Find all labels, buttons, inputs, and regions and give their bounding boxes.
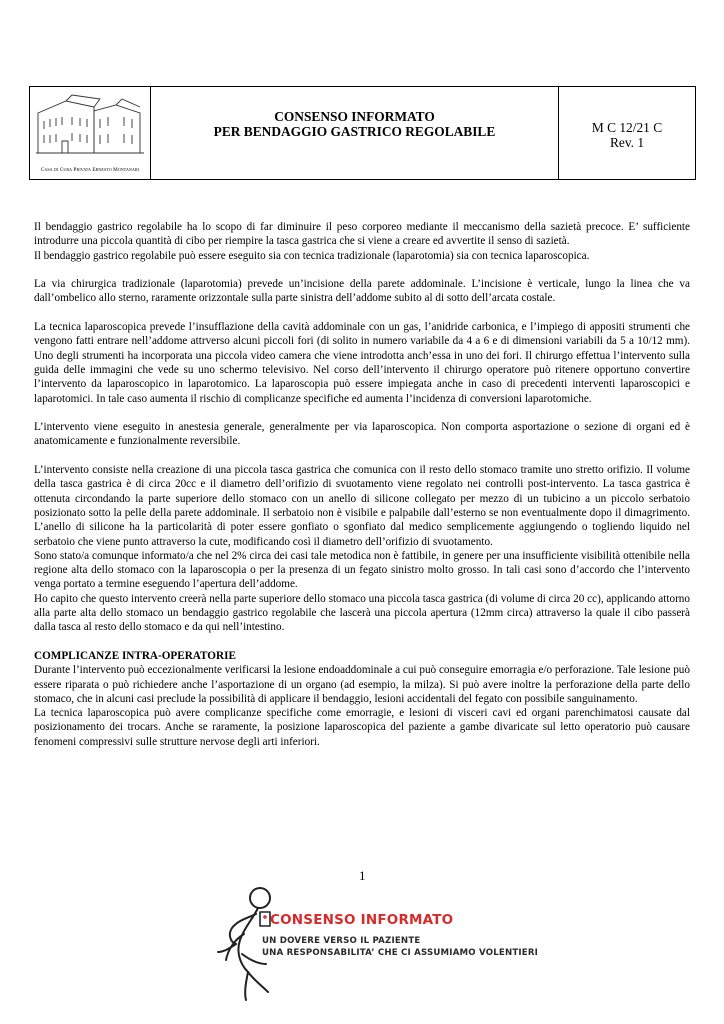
paragraph-procedure: L’intervento consiste nella creazione di una piccola tasca gastrica che comunica con il resto dello stomaco tramite uno stretto orifizio. Il volume della tasca gastrica è di circa 20cc e il diametro dell’orifizio di svuotamento viene regolato nei controlli post-intervento. La tasca gastrica è ottenuta circondando la parte superiore dello stomaco con un anello di silicone collegato per mezzo di un tubicino a un piccolo serbatoio posizionato sotto la pelle della parete addominale. Il serbatoio non è visibile e palpabile dall’esterno se non eventualmente dopo il dimagrimento. L’anello di silicone ha la particolarità di poter essere gonfiato o sgonfiato dal medico semplicemente aggiungendo o togliendo liquido nel serbatoio che viene punto attraverso la cute, modificando così il diametro dell’orifizio di svuotamento. — [34, 464, 690, 548]
paragraph-anesthesia: L’intervento viene eseguito in anestesia generale, generalmente per via laparoscopica. Non comporta asportazione o sezione di organi ed è anatomicamente e funzionalmente reversibile. — [34, 421, 690, 448]
doc-code: M C 12/21 C — [591, 120, 663, 135]
paragraph-laparoscopic-complications: La tecnica laparoscopica può avere complicanze specifiche come emorragie, e lesioni di visceri cavi ed organi parenchimatosi causate dal posizionamento dei trocars. Anche se raramente, la posizione laparoscopica del paziente a gambe divaricate sul letto operatorio può causare fenomeni compressivi sulle strutture nervose degli arti inferiori. — [34, 707, 690, 748]
paragraph-understanding: Ho capito che questo intervento creerà nella parte superiore dello stomaco una piccola tasca gastrica (di volume di circa 20 cc), applicando attorno alla parte alta dello stomaco un bendaggio gastrico regolabile che lascerà una piccola apertura (12mm circa) attraverso la quale il cibo passerà dalla tasca al resto dello stomaco e da qui nell’intestino. — [34, 592, 690, 634]
doc-revision: Rev. 1 — [609, 135, 645, 150]
title-line-2: PER BENDAGGIO GASTRICO REGOLABILE — [213, 124, 496, 139]
document-title — [151, 87, 559, 179]
document-code — [559, 87, 695, 179]
footer-slogan-line-1: UN DOVERE VERSO IL PAZIENTE — [262, 936, 421, 946]
title-line-1: CONSENSO INFORMATO — [274, 109, 435, 124]
section-heading-complications: COMPLICANZE INTRA-OPERATORIE — [34, 649, 236, 662]
footer-slogan-line-2: UNA RESPONSABILITA’ CHE CI ASSUMIAMO VOLENTIERI — [262, 948, 539, 958]
clinic-name: Casa di Cura Privata Ernesto Montanari — [40, 167, 140, 173]
footer-title: CONSENSO INFORMATO — [270, 912, 454, 928]
paragraph-laparotomy: La via chirurgica tradizionale (laparotomia) prevede un’incisione della parete addominale. L’incisione è verticale, lungo la linea che va dall’ombelico allo sterno, raramente orizzontale sulla parte sinistra dell’addome subito al di sotto dell’arcata costale. — [34, 278, 690, 305]
paragraph-techniques: Il bendaggio gastrico regolabile può essere eseguito sia con tecnica tradizionale (laparotomia) sia con tecnica laparoscopica. — [34, 249, 590, 262]
document-body — [34, 220, 690, 749]
paragraph-feasibility: Sono stato/a comunque informato/a che nel 2% circa dei casi tale metodica non è fattibile, in genere per una insufficiente visibilità ottenibile nella regione alta dello stomaco con la laparoscopia o per la presenza di un fegato sinistro molto grosso. In tali casi sono d’accordo che l’intervento venga portato a termine eseguendo l’apertura dell’addome. — [34, 549, 690, 591]
page-number: 1 — [359, 868, 366, 883]
document-header — [29, 86, 696, 180]
paragraph-laparoscopy: La tecnica laparoscopica prevede l’insufflazione della cavità addominale con un gas, l’anidride carbonica, e l’impiego di appositi strumenti che vengono fatti entrare nell’addome attrverso alcuni piccoli fori (di solito in numero variabile da 4 a 6 e di dimensioni variabili da 5 a 10/12 mm). Uno degli strumenti ha incorporata una piccola video camera che viene introdotta anch’essa in uno dei fori. Il chirurgo effettua l’intervento sulla guida delle immagini che vede su uno schermo televisivo. Nel corso dell’intervento il chirurgo operatore può ritenere opportuno convertire l’intervento da laparoscopico in laparotomico. La laparoscopia può essere impiegata anche in caso di precedenti interventi laparoscopici e laparotomici. In tale caso aumenta il rischio di complicanze specifiche ed aumenta l’incidenza di conversioni laparotomiche. — [34, 321, 690, 405]
building-sketch-icon — [36, 91, 144, 161]
paragraph-scope: Il bendaggio gastrico regolabile ha lo scopo di far diminuire il peso corporeo mediante il meccanismo della sazietà precoce. E’ sufficiente introdurre una piccola quantità di cibo per riempire la tasca gastrica che si viene a creare ed avvertite il senso di sazietà. — [34, 221, 690, 248]
paragraph-complications: Durante l’intervento può eccezionalmente verificarsi la lesione endoaddominale a cui può conseguire emorragia e/o perforazione. Tale lesione può essere riparata o può richiedere anche l’asportazione di un organo (ad esempio, la milza). Si può avere inoltre la perforazione della parte dello stomaco, che in alcuni casi preclude la possibilità di applicare il bendaggio, lesioni accidentali del fegato con possibile sanguinamento. — [34, 664, 690, 705]
clinic-logo — [30, 87, 151, 179]
